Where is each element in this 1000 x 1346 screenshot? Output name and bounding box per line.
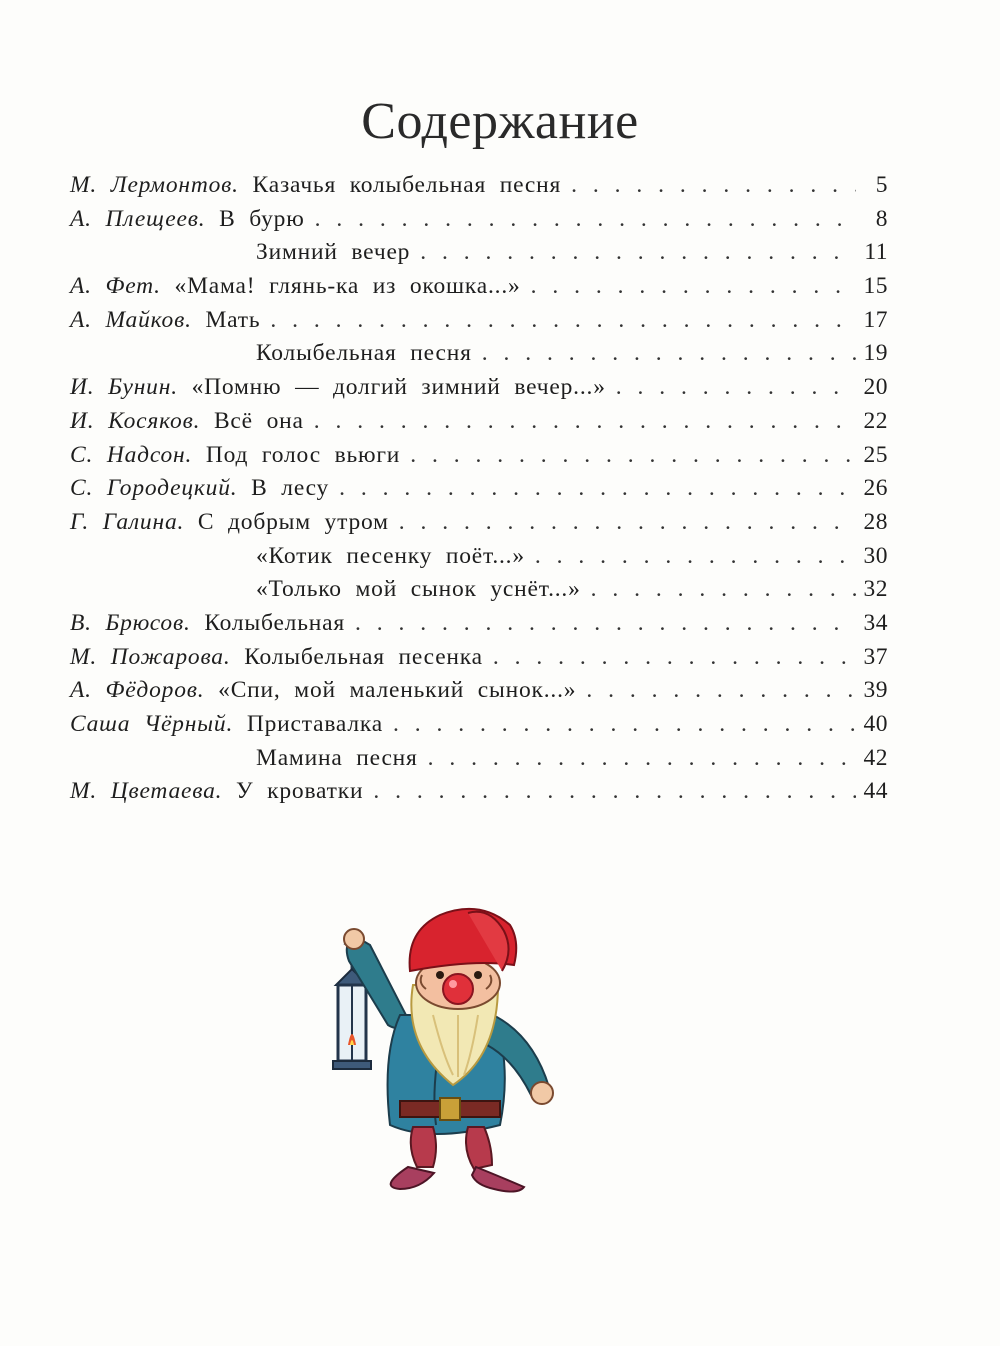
toc-title: «Мама! глянь-ка из окошка...» bbox=[174, 273, 521, 300]
toc-page-number: 15 bbox=[863, 273, 888, 300]
toc-entry[interactable] bbox=[70, 340, 888, 374]
toc-page-number: 30 bbox=[863, 542, 888, 569]
toc-page-number: 22 bbox=[863, 407, 888, 434]
gnome-with-lantern-illustration bbox=[318, 905, 618, 1205]
toc-dot-leader bbox=[420, 239, 856, 266]
toc-dot-leader bbox=[535, 543, 856, 570]
toc-title: Казачья колыбельная песня bbox=[252, 172, 562, 198]
toc-dot-leader bbox=[586, 677, 856, 704]
toc-title: В бурю bbox=[219, 205, 305, 232]
toc-dot-leader bbox=[482, 340, 856, 367]
toc-author: А. Майков. bbox=[70, 306, 192, 333]
toc-entry[interactable] bbox=[70, 778, 888, 812]
toc-author: В. Брюсов. bbox=[70, 609, 191, 636]
toc-title: «Котик песенку поёт...» bbox=[256, 542, 525, 569]
toc-dot-leader bbox=[410, 442, 856, 469]
toc-page-number: 19 bbox=[863, 340, 888, 367]
toc-page-number: 39 bbox=[863, 677, 888, 704]
toc-title: Под голос вьюги bbox=[205, 441, 401, 468]
toc-page-number: 25 bbox=[863, 441, 888, 468]
toc-entry[interactable] bbox=[70, 745, 888, 779]
toc-title: «Спи, мой маленький сынок...» bbox=[218, 677, 577, 704]
toc-dot-leader bbox=[393, 711, 856, 738]
toc-page-number: 20 bbox=[863, 374, 888, 401]
toc-dot-leader bbox=[315, 206, 856, 233]
toc-author: А. Фет. bbox=[70, 273, 161, 300]
toc-dot-leader bbox=[591, 576, 856, 603]
toc-author: Г. Галина. bbox=[70, 508, 185, 535]
toc-page-number: 26 bbox=[863, 475, 888, 502]
toc-author: М. Пожарова. bbox=[70, 643, 231, 670]
toc-entry[interactable] bbox=[70, 374, 888, 408]
toc-page-number: 37 bbox=[863, 643, 888, 670]
toc-title: Всё она bbox=[213, 407, 304, 434]
toc-page-number: 17 bbox=[863, 306, 888, 333]
toc-author: М. Цветаева. bbox=[70, 778, 223, 805]
toc-page-number: 28 bbox=[863, 508, 888, 535]
toc-dot-leader bbox=[531, 273, 856, 300]
toc-dot-leader bbox=[270, 307, 856, 334]
table-of-contents bbox=[70, 172, 888, 812]
toc-title: Колыбельная песня bbox=[256, 340, 472, 367]
toc-entry[interactable] bbox=[70, 677, 888, 711]
toc-entry[interactable] bbox=[70, 408, 888, 442]
toc-entry[interactable] bbox=[70, 172, 888, 206]
toc-dot-leader bbox=[399, 509, 856, 536]
toc-author: Саша Чёрный. bbox=[70, 711, 234, 737]
toc-entry[interactable] bbox=[70, 543, 888, 577]
toc-title: «Только мой сынок уснёт...» bbox=[256, 576, 581, 603]
toc-dot-leader bbox=[571, 172, 856, 199]
toc-entry[interactable] bbox=[70, 442, 888, 476]
toc-dot-leader bbox=[493, 644, 856, 671]
toc-author: С. Надсон. bbox=[70, 441, 193, 468]
toc-entry[interactable] bbox=[70, 307, 888, 341]
toc-page-number: 34 bbox=[863, 609, 888, 636]
toc-title: В лесу bbox=[251, 475, 330, 502]
toc-title: Колыбельная bbox=[204, 609, 345, 636]
toc-title: Мать bbox=[205, 306, 261, 333]
toc-title: «Помню — долгий зимний вечер...» bbox=[191, 374, 606, 401]
toc-page-number: 32 bbox=[863, 576, 888, 603]
toc-page-number: 44 bbox=[863, 778, 888, 805]
toc-dot-leader bbox=[428, 745, 856, 772]
toc-author: И. Косяков. bbox=[70, 407, 201, 434]
toc-page-number: 5 bbox=[875, 172, 888, 198]
toc-author: А. Фёдоров. bbox=[70, 677, 205, 704]
toc-title: У кроватки bbox=[236, 778, 364, 805]
toc-title: Зимний вечер bbox=[256, 239, 411, 266]
toc-dot-leader bbox=[314, 408, 856, 435]
toc-dot-leader bbox=[373, 778, 856, 805]
toc-entry[interactable] bbox=[70, 475, 888, 509]
toc-dot-leader bbox=[616, 374, 856, 401]
toc-dot-leader bbox=[355, 610, 856, 637]
toc-title: С добрым утром bbox=[197, 508, 389, 535]
toc-title: Колыбельная песенка bbox=[244, 643, 483, 670]
toc-entry[interactable] bbox=[70, 206, 888, 240]
toc-title: Приставалка bbox=[246, 711, 383, 737]
toc-entry[interactable] bbox=[70, 576, 888, 610]
toc-entry[interactable] bbox=[70, 509, 888, 543]
toc-title: Мамина песня bbox=[256, 744, 418, 771]
toc-author: С. Городецкий. bbox=[70, 475, 238, 502]
toc-page-number: 40 bbox=[863, 711, 888, 737]
toc-author: И. Бунин. bbox=[70, 374, 178, 401]
toc-page-number: 8 bbox=[875, 205, 888, 232]
toc-page-number: 42 bbox=[863, 744, 888, 771]
toc-dot-leader bbox=[339, 475, 856, 502]
toc-entry[interactable] bbox=[70, 644, 888, 678]
page-title: Содержание bbox=[361, 93, 639, 150]
toc-entry[interactable] bbox=[70, 610, 888, 644]
toc-entry[interactable] bbox=[70, 711, 888, 745]
toc-author: М. Лермонтов. bbox=[70, 172, 239, 198]
toc-author: А. Плещеев. bbox=[70, 205, 206, 232]
toc-page-number: 11 bbox=[864, 239, 888, 266]
toc-entry[interactable] bbox=[70, 273, 888, 307]
toc-entry[interactable] bbox=[70, 239, 888, 273]
